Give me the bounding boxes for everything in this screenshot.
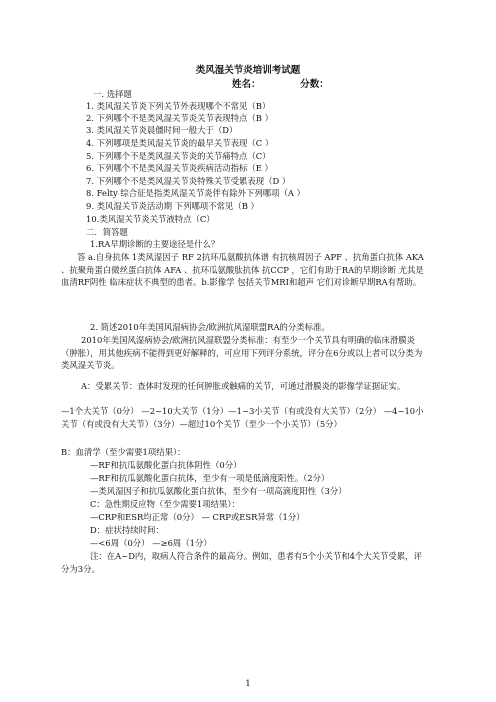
- criterion-b: B：血清学（至少需要1项结果）：: [61, 447, 186, 457]
- choice-item: 7. 下列哪个不是类风湿关节炎特殊关节受累表现（D ）: [86, 176, 291, 186]
- question-2: 2. 简述2010年美国风湿病协会/欧洲抗风湿联盟RA的分类标准。: [90, 322, 330, 332]
- choice-item: 4. 下列哪项是类风湿关节炎的最早关节表现（C ）: [86, 138, 274, 148]
- choice-item: 6. 下列哪个不是类风湿关节炎疾病活动指标（E ）: [86, 163, 273, 173]
- criterion-a-scores: —1个大关节（0分） —2~10大关节（1分）—1~3小关节（有或没有大关节）（2分） —4~10小关节（有或没有大关节）（3分）—超过10个关节（至少一个小关节）（5分）: [61, 406, 424, 429]
- choice-item: 10.类风湿关节炎关节液特点（C）: [86, 214, 215, 224]
- choice-item: 8. Felty 综合征是指类风湿关节炎伴有除外下列哪项（A ）: [86, 188, 305, 198]
- choice-item: 9. 类风湿关节炎活动期 下列哪项不常见（B ）: [86, 201, 259, 211]
- criterion-b-item: —RF和抗瓜氨酸化蛋白抗体阴性（0分）: [90, 460, 242, 470]
- criterion-c: C：急性期反应物（至少需要1项结果）：: [90, 499, 240, 509]
- criterion-b-item: —类风湿因子和抗瓜氨酸化蛋白抗体，至少有一项高滴度阳性（3分）: [90, 486, 347, 496]
- section-heading-choice: 一. 选择题: [93, 89, 132, 99]
- note: 注：在A~D内，取病人符合条件的最高分。例如，患者有5个小关节和4个大关节受累，评分为3分。: [61, 551, 422, 574]
- choice-item: 1. 类风湿关节炎下列关节外表现哪个不常见（B）: [86, 101, 271, 111]
- section-heading-short-answer: 二．简答题: [86, 227, 128, 237]
- page-number: 1: [245, 679, 251, 689]
- choice-item: 5. 下列哪个不是类风湿关节炎的关节痛特点（C）: [86, 151, 271, 161]
- answer-1: 答 a.自身抗体 1类风湿因子 RF 2抗环瓜氨酸抗体谱 有抗核周因子 APF 、抗角蛋白抗体 AKA 、抗聚角蛋白微丝蛋白抗体 AFA 、抗环瓜氨酸肽抗体 抗CCP ，它们有助于RA的早期诊断 尤其是血清RF阴性 临床症状不典型的患者。b.影像学 包括关节MRI和超声 它们对诊断早期RA有帮助。: [61, 252, 424, 288]
- criterion-d: D：症状持续时间：: [90, 525, 164, 535]
- choice-item: 3. 类风湿关节炎晨僵时间一般大于（D）: [86, 125, 238, 135]
- criterion-a: A：受累关节：查体时发现的任何肿胀或触痛的关节，可通过滑膜炎的影像学证据证实。: [81, 381, 406, 391]
- choice-item: 2. 下列哪个不是类风湿关节炎关节表现特点（B ）: [86, 113, 273, 123]
- page-title: 类风湿关节炎培训考试题: [195, 65, 301, 76]
- answer-2-intro: 2010年美国风湿病协会/欧洲抗风湿联盟分类标准：有至少一个关节具有明确的临床滑膜炎（肿胀），用其他疾病不能得到更好解释的，可应用下列评分系统，评分在6分或以上者可以分类为类风湿关节炎。: [61, 335, 423, 371]
- question-1: 1.RA早期诊断的主要途径是什么？: [90, 239, 220, 249]
- criterion-c-item: —CRP和ESR均正常（0分） — CRP或ESR异常（1分）: [90, 512, 305, 522]
- criterion-d-item: —<6周（0分） —≥6周（1分）: [90, 538, 212, 548]
- name-score-line: 姓名： 分数：: [232, 79, 329, 90]
- criterion-b-item: —RF和抗瓜氨酸化蛋白抗体，至少有一项是低滴度阳性。（2分）: [90, 473, 330, 483]
